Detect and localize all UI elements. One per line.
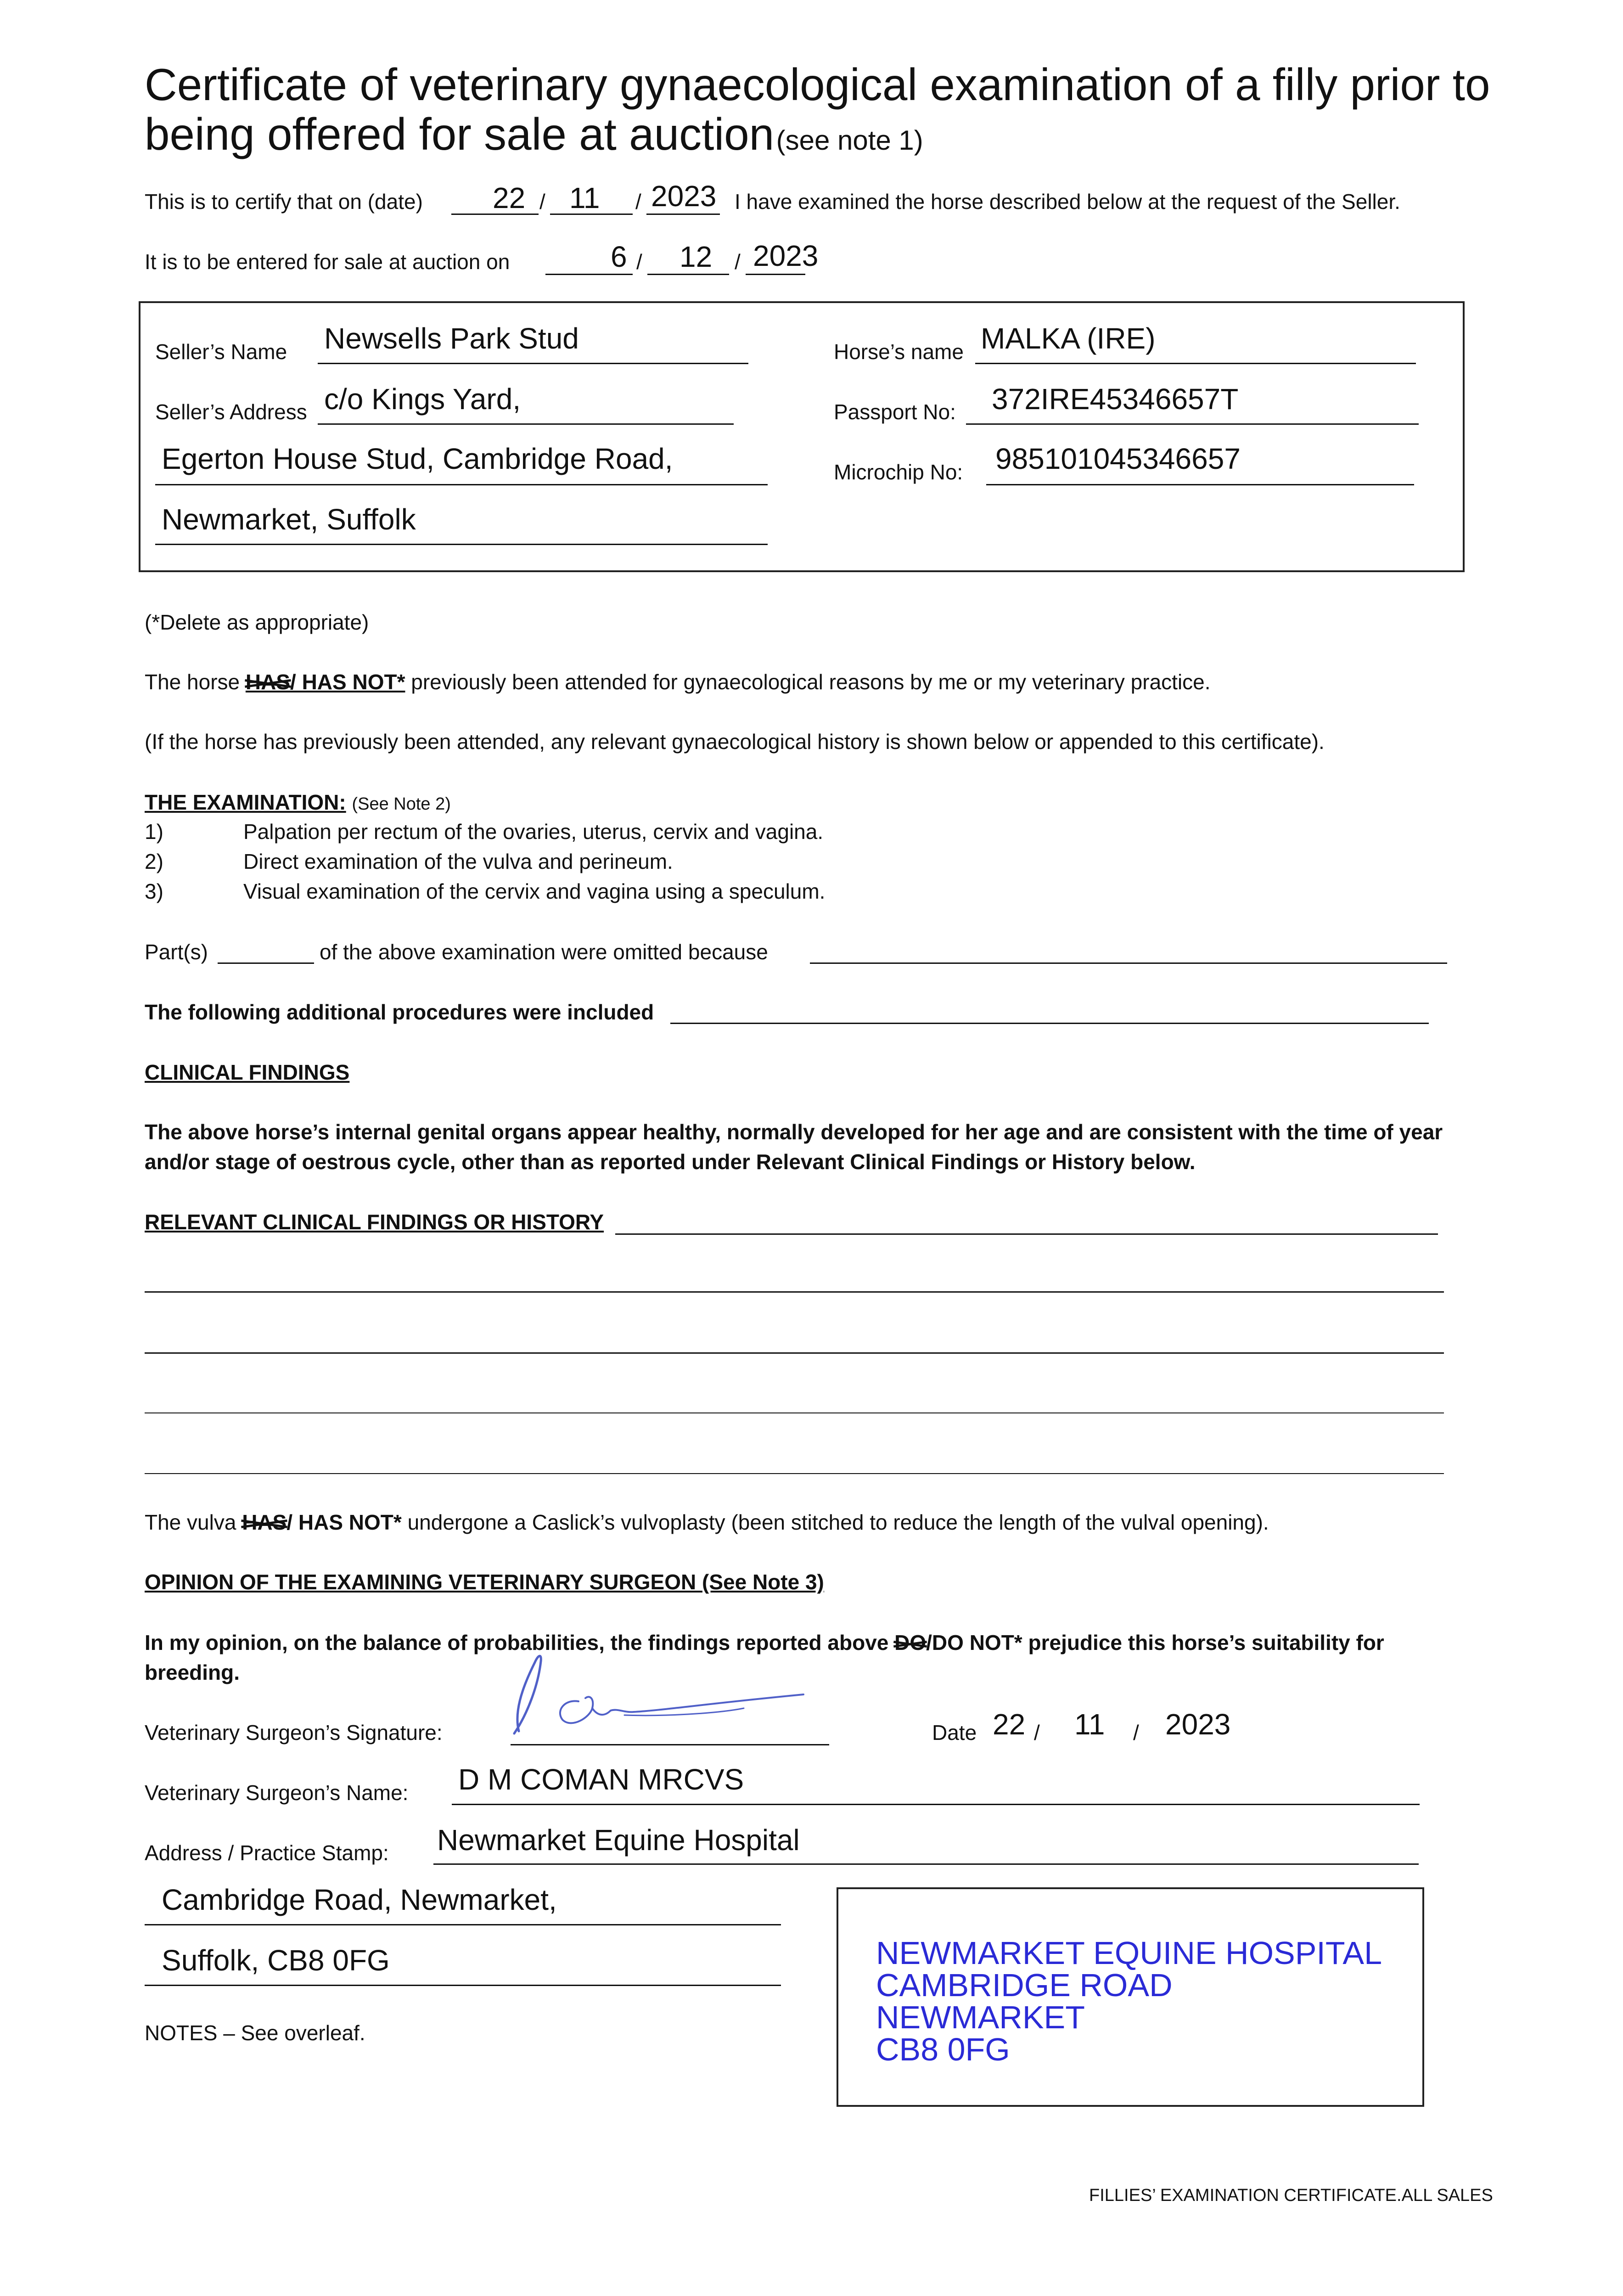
certify-month: 11	[569, 181, 600, 214]
horse-name-value: MALKA (IRE)	[981, 322, 1156, 355]
additional-label: The following additional procedures were included	[145, 1000, 654, 1024]
practice-address-line-3: Suffolk, CB8 0FG	[162, 1944, 390, 1977]
certify-year-underline	[646, 214, 720, 215]
seller-address-line-1: c/o Kings Yard,	[324, 383, 521, 416]
stamp-line-3: NEWMARKET	[876, 1999, 1085, 2035]
exam-item-3-num: 3)	[145, 879, 163, 903]
relevant-field-5	[145, 1473, 1444, 1474]
clinical-heading: CLINICAL FINDINGS	[145, 1060, 350, 1084]
seller-name-label: Seller’s Name	[155, 340, 287, 364]
title-line-2-main: being offered for sale at auction	[145, 109, 775, 159]
attended-choice: / HAS NOT*	[290, 670, 405, 694]
attended-struck-option: HAS	[246, 670, 290, 695]
auction-day-underline	[545, 274, 633, 275]
stamp-line-4: CB8 0FG	[876, 2032, 1010, 2067]
microchip-value: 985101045346657	[995, 442, 1241, 475]
opinion-heading: OPINION OF THE EXAMINING VETERINARY SURGEON (See Note 3)	[145, 1570, 824, 1594]
additional-field	[670, 1023, 1429, 1024]
sig-date-slash-1: /	[1034, 1721, 1040, 1745]
passport-underline	[966, 423, 1419, 425]
seller-name-underline	[318, 363, 748, 364]
examination-heading-text: THE EXAMINATION:	[145, 790, 346, 814]
microchip-label: Microchip No:	[834, 460, 963, 484]
practice-underline-2	[145, 1924, 781, 1925]
footer: FILLIES’ EXAMINATION CERTIFICATE.ALL SALES	[1089, 2186, 1493, 2205]
auction-day: 6	[611, 240, 627, 273]
seller-address-label: Seller’s Address	[155, 400, 307, 424]
auction-year: 2023	[753, 239, 819, 272]
sig-date-year: 2023	[1165, 1708, 1231, 1741]
practice-underline-1	[433, 1863, 1419, 1865]
horse-name-underline	[975, 363, 1416, 364]
certify-suffix: I have examined the horse described below at the request of the Seller.	[735, 190, 1400, 214]
vet-name-underline	[452, 1804, 1420, 1805]
notes: NOTES – See overleaf.	[145, 2021, 365, 2045]
exam-item-1-num: 1)	[145, 820, 163, 844]
vulva-struck-option: HAS	[242, 1510, 286, 1535]
seller-address-underline-1	[318, 423, 734, 425]
auction-year-underline	[746, 274, 805, 275]
delete-note: (*Delete as appropriate)	[145, 610, 369, 634]
seller-address-line-3: Newmarket, Suffolk	[162, 503, 416, 536]
vulva-choice: / HAS NOT*	[286, 1510, 402, 1534]
certify-slash-1: /	[539, 190, 545, 214]
opinion-suffix: prejudice this horse’s suitability for	[1028, 1631, 1384, 1654]
seller-name-value: Newsells Park Stud	[324, 322, 579, 355]
signature-stroke-3	[585, 1697, 593, 1708]
signature-stroke-1	[514, 1656, 541, 1733]
passport-value: 372IRE45346657T	[992, 383, 1239, 416]
vulva-line	[145, 1510, 1269, 1535]
clinical-text-2: and/or stage of oestrous cycle, other than as reported under Relevant Clinical Findings or History below.	[145, 1150, 1196, 1174]
examination-heading-note: (See Note 2)	[352, 794, 451, 814]
horse-name-label: Horse’s name	[834, 340, 964, 364]
sig-date-month: 11	[1074, 1708, 1105, 1741]
exam-item-3-text: Visual examination of the cervix and vagina using a speculum.	[243, 879, 826, 903]
omitted-prefix: Part(s)	[145, 940, 208, 964]
practice-address-line-1: Newmarket Equine Hospital	[437, 1823, 800, 1857]
omitted-reason-field	[810, 962, 1447, 964]
relevant-field-3	[145, 1352, 1444, 1354]
opinion-line-2: breeding.	[145, 1660, 240, 1684]
omitted-parts-field	[218, 962, 314, 964]
practice-address-line-2: Cambridge Road, Newmarket,	[162, 1883, 557, 1916]
title-note: (see note 1)	[776, 125, 923, 156]
sig-date-slash-2: /	[1133, 1721, 1139, 1745]
opinion-struck-option: DO	[894, 1630, 926, 1655]
attended-line	[145, 670, 1211, 695]
relevant-field-4	[145, 1412, 1444, 1413]
stamp-line-1: NEWMARKET EQUINE HOSPITAL	[876, 1935, 1382, 1971]
title-line-2	[145, 108, 923, 160]
vulva-prefix: The vulva	[145, 1510, 236, 1534]
examination-heading	[145, 790, 451, 815]
seller-address-underline-2	[155, 484, 768, 485]
sig-date-day: 22	[993, 1708, 1026, 1741]
relevant-field-1	[615, 1233, 1438, 1235]
vet-name-value: D M COMAN MRCVS	[458, 1763, 744, 1796]
auction-slash-2: /	[735, 250, 741, 274]
auction-month: 12	[680, 240, 713, 273]
title-line-1: Certificate of veterinary gynaecological examination of a filly prior to	[145, 59, 1490, 110]
attended-note: (If the horse has previously been attended, any relevant gynaecological history is shown below or appended to this certificate).	[145, 730, 1325, 754]
certify-prefix: This is to certify that on (date)	[145, 190, 423, 214]
attended-prefix: The horse	[145, 670, 240, 694]
seller-address-underline-3	[155, 544, 768, 545]
signature-label: Veterinary Surgeon’s Signature:	[145, 1721, 443, 1745]
clinical-text-1: The above horse’s internal genital organs appear healthy, normally developed for her age and are consistent with the time of year	[145, 1120, 1443, 1144]
certify-year: 2023	[651, 180, 717, 213]
handwritten-signature	[487, 1635, 817, 1754]
exam-item-1-text: Palpation per rectum of the ovaries, uterus, cervix and vagina.	[243, 820, 824, 844]
practice-stamp	[837, 1887, 1424, 2107]
omitted-middle: of the above examination were omitted because	[320, 940, 768, 964]
seller-address-line-2: Egerton House Stud, Cambridge Road,	[162, 442, 673, 475]
auction-slash-1: /	[636, 250, 642, 274]
microchip-underline	[986, 484, 1414, 485]
vet-name-label: Veterinary Surgeon’s Name:	[145, 1781, 409, 1805]
exam-item-2-num: 2)	[145, 850, 163, 873]
relevant-heading: RELEVANT CLINICAL FINDINGS OR HISTORY	[145, 1210, 604, 1234]
exam-item-2-text: Direct examination of the vulva and perineum.	[243, 850, 673, 873]
opinion-prefix: In my opinion, on the balance of probabilities, the findings reported above	[145, 1631, 889, 1654]
auction-prefix: It is to be entered for sale at auction on	[145, 250, 510, 274]
vulva-suffix: undergone a Caslick’s vulvoplasty (been stitched to reduce the length of the vulval opening).	[407, 1510, 1269, 1534]
certify-slash-2: /	[635, 190, 641, 214]
sig-date-label: Date	[932, 1721, 977, 1745]
attended-suffix: previously been attended for gynaecological reasons by me or my veterinary practice.	[411, 670, 1211, 694]
passport-label: Passport No:	[834, 400, 956, 424]
auction-month-underline	[647, 274, 729, 275]
signature-stroke-2	[560, 1694, 803, 1723]
relevant-field-2	[145, 1291, 1444, 1293]
opinion-choice: /DO NOT*	[926, 1631, 1022, 1654]
practice-address-label: Address / Practice Stamp:	[145, 1841, 389, 1865]
practice-underline-3	[145, 1985, 781, 1986]
stamp-line-2: CAMBRIDGE ROAD	[876, 1967, 1173, 2003]
certify-day: 22	[493, 181, 526, 214]
